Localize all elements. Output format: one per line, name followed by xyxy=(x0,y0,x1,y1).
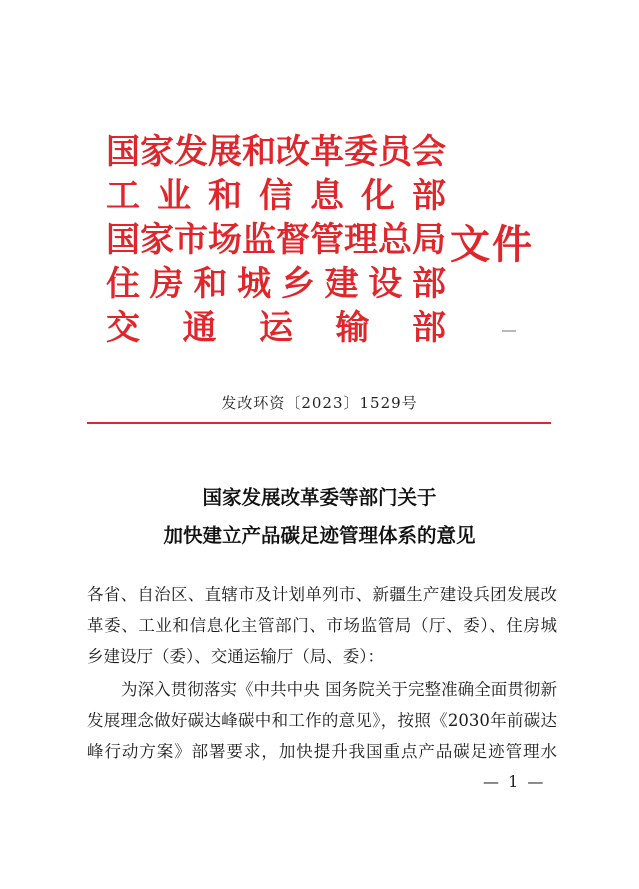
title-line-1: 国家发展改革委等部门关于 xyxy=(202,486,437,509)
page-number: — 1 — xyxy=(483,772,546,791)
body-line: 发展理念做好碳达峰碳中和工作的意见》，按照《2030年前碳达 xyxy=(87,711,557,730)
body-line: 峰行动方案》部署要求，加快提升我国重点产品碳足迹管理水 xyxy=(87,742,557,761)
title-line-2: 加快建立产品碳足迹管理体系的意见 xyxy=(163,524,476,547)
body-line: 为深入贯彻落实《中共中央 国务院关于完整准确全面贯彻新 xyxy=(121,680,557,699)
document-number: 发改环资〔2023〕1529号 xyxy=(221,394,418,412)
body-line: 乡建设厅（委）、交通运输厅（局、委）： xyxy=(87,647,384,666)
scan-mark xyxy=(502,330,516,332)
body-line: 革委、工业和信息化主管部门、市场监管局（厅、委）、住房城 xyxy=(87,616,557,635)
red-divider xyxy=(87,422,551,424)
issuer-miit: 工业和信息化部 xyxy=(106,176,446,216)
issuer-list xyxy=(106,130,446,350)
body-line: 各省、自治区、直辖市及计划单列市、新疆生产建设兵团发展改 xyxy=(87,585,557,604)
document-label: 文件 xyxy=(450,221,534,268)
addressee-paragraph xyxy=(87,579,557,672)
intro-paragraph xyxy=(87,674,557,767)
issuer-mohurd: 住房和城乡建设部 xyxy=(106,264,446,304)
issuer-ndrc: 国家发展和改革委员会 xyxy=(106,132,446,172)
issuer-samr: 国家市场监督管理总局 xyxy=(106,220,446,260)
issuer-mot: 交通运输部 xyxy=(106,308,446,348)
